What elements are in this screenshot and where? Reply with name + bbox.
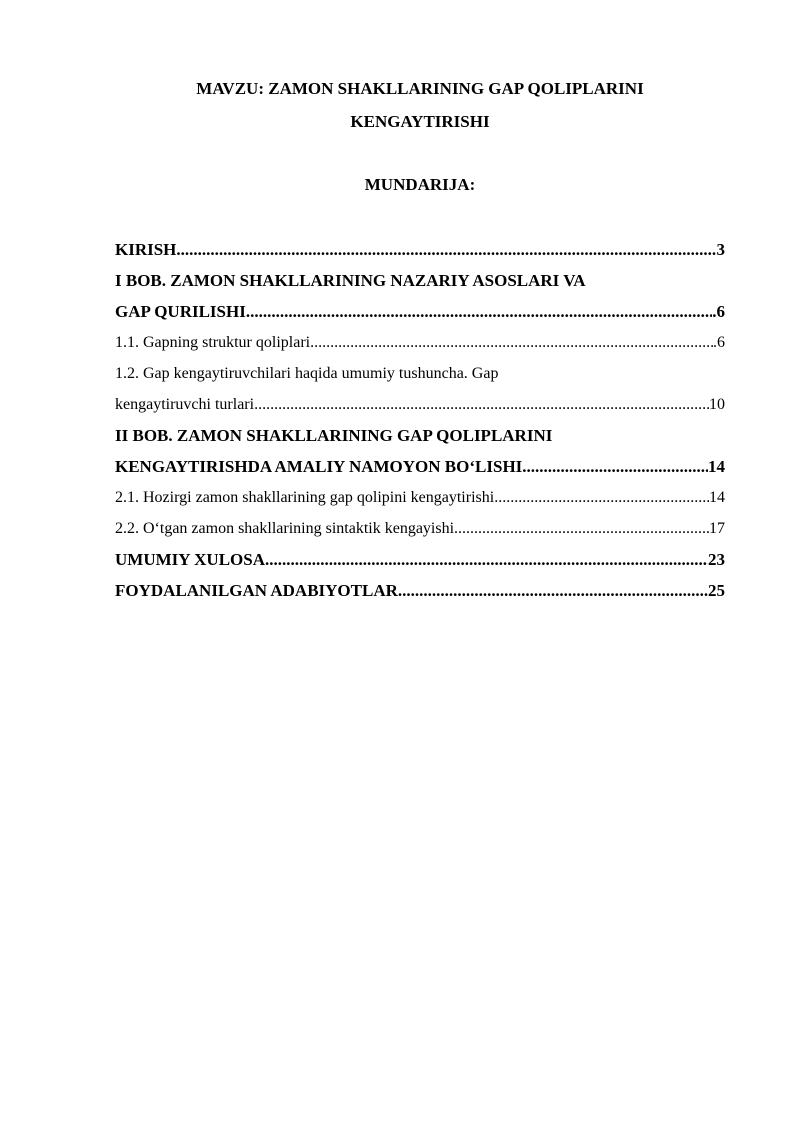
toc-entry-page: .6 xyxy=(713,334,725,351)
document-title xyxy=(115,72,725,138)
toc-entry-bob2-line2[interactable] xyxy=(115,451,725,482)
toc-leader-dots xyxy=(310,327,713,358)
toc-entry-1-2-line1[interactable] xyxy=(115,358,725,389)
toc-entry-label: 1.2. Gap kengaytiruvchilari haqida umumiy tushuncha. Gap xyxy=(115,365,499,382)
toc-entry-bob2-line1[interactable] xyxy=(115,420,725,451)
toc-leader-dots xyxy=(176,234,716,265)
toc-entry-page: 17 xyxy=(709,520,725,537)
toc-entry-bob1-line1[interactable] xyxy=(115,265,725,296)
toc-entry-page: 14 xyxy=(708,457,725,476)
toc-entry-adabiyotlar[interactable] xyxy=(115,575,725,606)
toc-entry-page: 14 xyxy=(709,489,725,506)
toc-entry-bob1-line2[interactable] xyxy=(115,296,725,327)
toc-entry-label: II BOB. ZAMON SHAKLLARINING GAP QOLIPLARINI xyxy=(115,426,553,445)
toc-entry-label: 1.1. Gapning struktur qoliplari xyxy=(115,334,311,351)
toc-entry-1-2-line2[interactable] xyxy=(115,389,725,420)
toc-entry-label: kengaytiruvchi turlari xyxy=(115,396,255,413)
toc-entry-label: 2.1. Hozirgi zamon shakllarining gap qolipini kengaytirishi xyxy=(115,489,495,506)
toc-entry-2-1[interactable] xyxy=(115,482,725,513)
toc-entry-label: FOYDALANILGAN ADABIYOTLAR xyxy=(115,581,398,600)
toc-entry-page: 25 xyxy=(708,581,725,600)
toc-leader-dots xyxy=(454,513,709,544)
toc-entry-label: UMUMIY XULOSA xyxy=(115,550,266,569)
table-of-contents xyxy=(115,234,725,606)
toc-entry-label: KIRISH xyxy=(115,240,177,259)
toc-entry-label: 2.2. O‘tgan zamon shakllarining sintaktik kengayishi xyxy=(115,520,455,537)
toc-entry-label: GAP QURILISHI xyxy=(115,302,246,321)
toc-leader-dots xyxy=(254,389,709,420)
toc-entry-kirish[interactable] xyxy=(115,234,725,265)
toc-entry-1-1[interactable] xyxy=(115,327,725,358)
toc-entry-page: 3 xyxy=(716,240,725,259)
toc-heading: MUNDARIJA: xyxy=(364,175,476,194)
toc-entry-page: 10 xyxy=(709,396,725,413)
toc-entry-page: .6 xyxy=(712,302,725,321)
document-title-line-1: MAVZU: ZAMON SHAKLLARINING GAP QOLIPLARINI xyxy=(196,79,644,98)
toc-entry-xulosa[interactable] xyxy=(115,544,725,575)
toc-leader-dots xyxy=(265,544,708,575)
toc-entry-label: KENGAYTIRISHDA AMALIY NAMOYON BO‘LISHI xyxy=(115,457,523,476)
toc-leader-dots xyxy=(522,451,708,482)
document-title-line-2: KENGAYTIRISHI xyxy=(350,112,490,131)
toc-leader-dots xyxy=(398,575,708,606)
toc-entry-2-2[interactable] xyxy=(115,513,725,544)
toc-leader-dots xyxy=(494,482,709,513)
toc-entry-page: 23 xyxy=(708,550,725,569)
toc-entry-label: I BOB. ZAMON SHAKLLARINING NAZARIY ASOSLARI VA xyxy=(115,271,586,290)
toc-leader-dots xyxy=(246,296,712,327)
